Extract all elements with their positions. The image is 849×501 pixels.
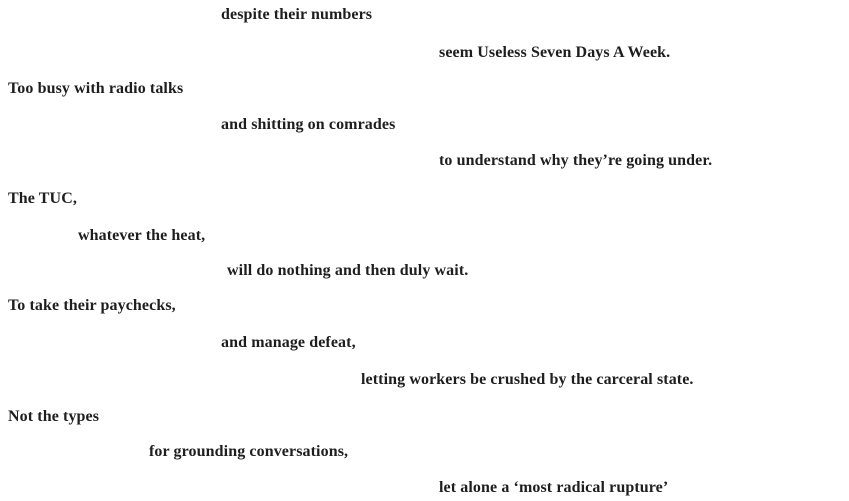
poem-line: Not the types bbox=[8, 408, 100, 425]
poem-line: The TUC, bbox=[8, 190, 77, 207]
poem-line: letting workers be crushed by the carceral state. bbox=[361, 371, 694, 388]
poem-line: To take their paychecks, bbox=[8, 297, 176, 314]
poem-line: whatever the heat, bbox=[78, 227, 206, 244]
poem-line: for grounding conversations, bbox=[149, 443, 349, 460]
poem-line: let alone a ‘most radical rupture’ bbox=[439, 479, 669, 496]
poem-line: and manage defeat, bbox=[221, 334, 356, 351]
poem-line: Too busy with radio talks bbox=[8, 80, 184, 97]
poem-line: to understand why they’re going under. bbox=[439, 152, 713, 169]
poem-line: and shitting on comrades bbox=[221, 116, 396, 133]
poem-line: despite their numbers bbox=[221, 6, 373, 23]
poem-line: will do nothing and then duly wait. bbox=[227, 262, 469, 279]
poem-line: seem Useless Seven Days A Week. bbox=[439, 44, 671, 61]
